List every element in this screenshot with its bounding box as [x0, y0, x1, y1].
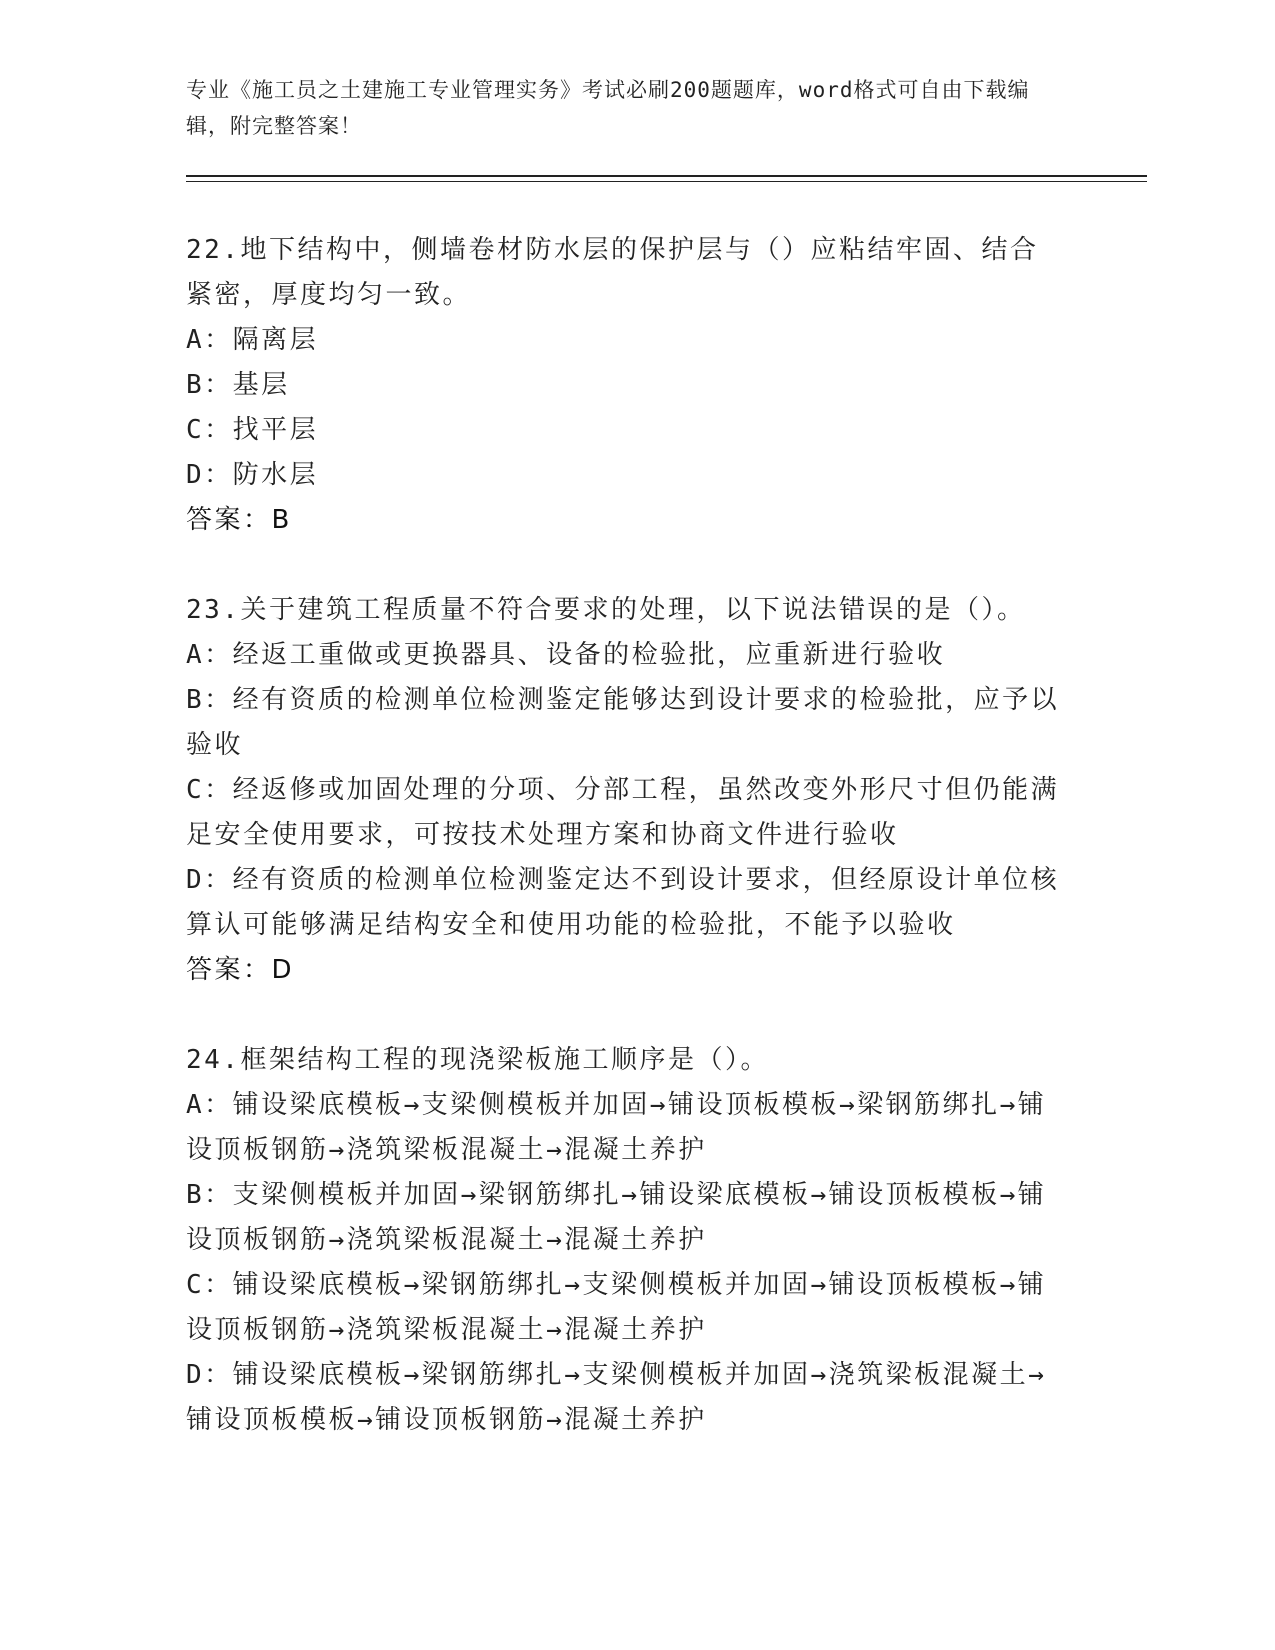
question-22: [186, 228, 1066, 543]
document-header: [186, 72, 1066, 144]
option-d: D：防水层: [186, 460, 319, 490]
question-23: [186, 588, 1066, 993]
option-a: A：经返工重做或更换器具、设备的检验批，应重新进行验收: [186, 640, 946, 670]
header-text: 专业《施工员之土建施工专业管理实务》考试必刷200题题库，word格式可自由下载编辑，附完整答案！: [186, 78, 1030, 138]
option-a: A：铺设梁底模板→支梁侧模板并加固→铺设顶板模板→梁钢筋绑扎→铺设顶板钢筋→浇筑梁板混凝土→混凝土养护: [186, 1090, 1047, 1165]
option-c: C：铺设梁底模板→梁钢筋绑扎→支梁侧模板并加固→铺设顶板模板→铺设顶板钢筋→浇筑梁板混凝土→混凝土养护: [186, 1270, 1047, 1345]
question-24: [186, 1038, 1066, 1443]
option-c: C：经返修或加固处理的分项、分部工程，虽然改变外形尺寸但仍能满足安全使用要求，可按技术处理方案和协商文件进行验收: [186, 775, 1060, 850]
header-divider-thick: [186, 175, 1147, 177]
answer: 答案：B: [186, 505, 292, 535]
option-a: A：隔离层: [186, 325, 319, 355]
option-d: D：铺设梁底模板→梁钢筋绑扎→支梁侧模板并加固→浇筑梁板混凝土→铺设顶板模板→铺设顶板钢筋→混凝土养护: [186, 1360, 1047, 1435]
option-b: B：基层: [186, 370, 290, 400]
question-list: [186, 228, 1066, 1488]
question-stem: 22.地下结构中，侧墙卷材防水层的保护层与（）应粘结牢固、结合紧密，厚度均匀一致。: [186, 235, 1039, 310]
answer: 答案：D: [186, 955, 295, 985]
option-d: D：经有资质的检测单位检测鉴定达不到设计要求，但经原设计单位核算认可能够满足结构安全和使用功能的检验批，不能予以验收: [186, 865, 1060, 940]
question-stem: 23.关于建筑工程质量不符合要求的处理，以下说法错误的是（）。: [186, 595, 1026, 625]
header-divider-thin: [186, 181, 1147, 182]
option-c: C：找平层: [186, 415, 319, 445]
question-stem: 24.框架结构工程的现浇梁板施工顺序是（）。: [186, 1045, 769, 1075]
option-b: B：支梁侧模板并加固→梁钢筋绑扎→铺设梁底模板→铺设顶板模板→铺设顶板钢筋→浇筑梁板混凝土→混凝土养护: [186, 1180, 1047, 1255]
option-b: B：经有资质的检测单位检测鉴定能够达到设计要求的检验批，应予以验收: [186, 685, 1060, 760]
